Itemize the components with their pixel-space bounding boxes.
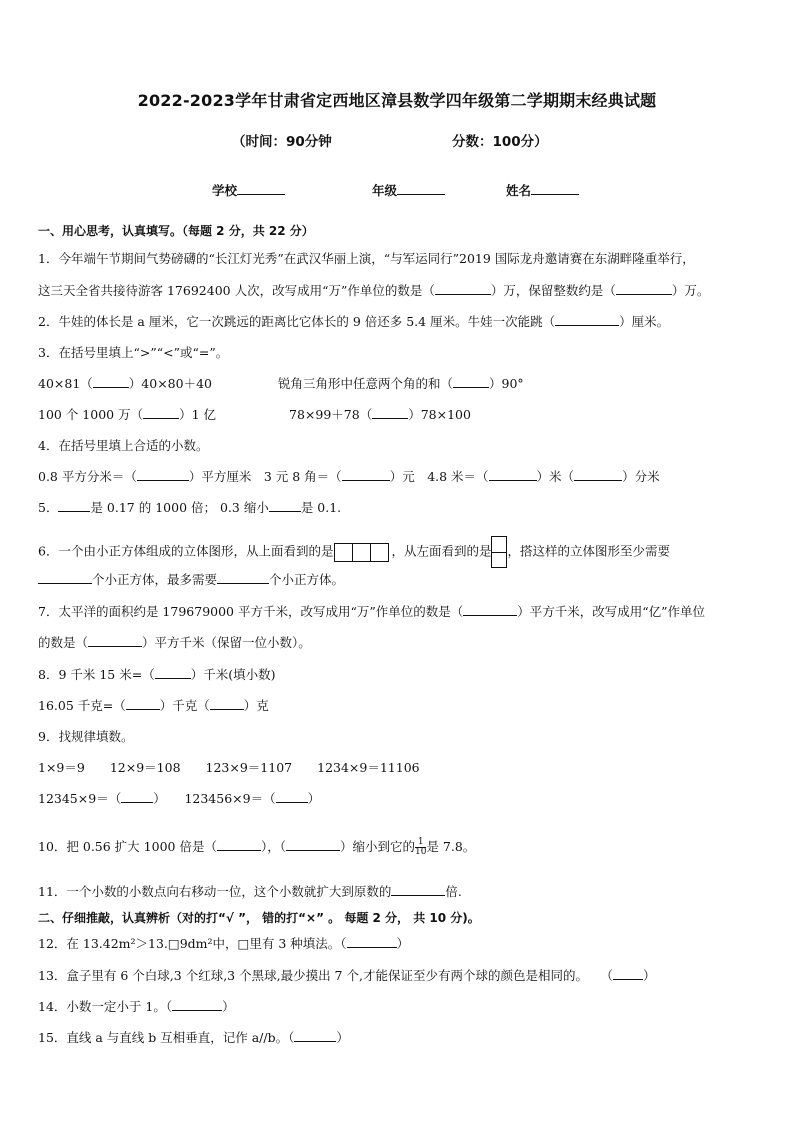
name-blank[interactable] bbox=[531, 182, 579, 195]
q3-r1b-text-1: 锐角三角形中任意两个角的和（ bbox=[278, 376, 454, 391]
q15-text-1: 15．直线 a 与直线 b 互相垂直，记作 a//b。（ bbox=[38, 1030, 295, 1045]
q3-r1b-blank[interactable] bbox=[453, 376, 489, 388]
grade-blank[interactable] bbox=[397, 182, 445, 195]
q8-text-1: 8．9 千米 15 米=（ bbox=[38, 667, 155, 682]
q7-text-2: ）平方千米，改写成用“亿”作单位 bbox=[517, 604, 706, 619]
q1-text-2: ）万，保留整数约是（ bbox=[490, 283, 616, 298]
q5-blank-1[interactable] bbox=[58, 500, 90, 512]
q5-blank-2[interactable] bbox=[269, 500, 301, 512]
q3-r1a-text-2: ）40×80＋40 bbox=[128, 376, 212, 391]
q4-text-3: ）元 4.8 米＝（ bbox=[389, 469, 489, 484]
question-9-answers bbox=[38, 791, 320, 807]
q3-r2a-blank[interactable] bbox=[143, 407, 179, 419]
q3-r1a-text-1: 40×81（ bbox=[38, 376, 93, 391]
school-blank[interactable] bbox=[237, 182, 285, 195]
q3-r2b-text-1: 78×99＋78（ bbox=[289, 407, 373, 422]
top-view-square bbox=[334, 543, 353, 562]
q8-blank-1[interactable] bbox=[155, 667, 191, 679]
q6-text-1: 6．一个由小正方体组成的立体图形，从上面看到的是 bbox=[38, 543, 334, 559]
question-11 bbox=[38, 884, 462, 900]
q4-blank-2[interactable] bbox=[342, 469, 390, 481]
top-view-square bbox=[352, 543, 371, 562]
q4-text-5: ）分米 bbox=[622, 469, 660, 484]
question-14 bbox=[38, 999, 235, 1015]
question-10 bbox=[38, 837, 475, 857]
q3-r1b-text-2: ）90° bbox=[489, 376, 524, 391]
section-2-heading: 二、仔细推敲，认真辨析（对的打“√ ”， 错的打“×” 。 每题 2 分， 共 10 分)。 bbox=[38, 911, 480, 925]
q4-text-1: 0.8 平方分米＝（ bbox=[38, 469, 137, 484]
q9-text-1: 12345×9＝（ bbox=[38, 791, 122, 806]
q2-text-1: 2．牛娃的体长是 a 厘米，它一次跳远的距离比它体长的 9 倍还多 5.4 厘米。牛娃一次能跳（ bbox=[38, 314, 556, 329]
question-12 bbox=[38, 936, 409, 952]
q8-text-2: ）千米(填小数) bbox=[190, 667, 276, 682]
q5-text-2: 是 0.17 的 1000 倍； 0.3 缩小 bbox=[90, 500, 269, 515]
question-4-row bbox=[38, 469, 660, 485]
q9-text-3: ） bbox=[307, 791, 321, 806]
score-label: 分数：100分） bbox=[452, 134, 548, 150]
q10-blank-1[interactable] bbox=[217, 839, 261, 851]
question-1-line-1: 1．今年端午节期间气势磅礴的“长江灯光秀”在武汉华丽上演，“与军运同行”2019 国际龙舟邀请赛在东湖畔隆重举行， bbox=[38, 251, 695, 266]
q10-text-2: ），（ bbox=[260, 839, 286, 854]
q1-text-1: 这三天全省共接待游客 17692400 人次，改写成用“万”作单位的数是（ bbox=[38, 283, 435, 298]
name-field bbox=[506, 181, 579, 199]
grade-label: 年级 bbox=[372, 183, 398, 198]
q3-r1a-blank[interactable] bbox=[93, 376, 129, 388]
q2-blank[interactable] bbox=[555, 314, 619, 326]
q10-blank-2[interactable] bbox=[286, 839, 340, 851]
q8-text-5: ）克 bbox=[243, 698, 269, 713]
q9-text-2: ） 123456×9＝（ bbox=[153, 791, 276, 806]
q11-blank[interactable] bbox=[391, 884, 445, 896]
q8-blank-2[interactable] bbox=[126, 698, 160, 710]
page-title: 2022-2023学年甘肃省定西地区漳县数学四年级第二学期期末经典试题 bbox=[137, 91, 657, 110]
one-tenth-fraction bbox=[415, 838, 426, 857]
fraction-numerator: 1 bbox=[415, 838, 426, 848]
q7-blank-1[interactable] bbox=[463, 604, 517, 616]
question-7-line-2 bbox=[38, 635, 311, 651]
q12-blank[interactable] bbox=[347, 936, 397, 948]
question-8-line-1 bbox=[38, 667, 275, 683]
q15-blank[interactable] bbox=[294, 1030, 336, 1042]
q4-text-4: ）米（ bbox=[536, 469, 575, 484]
question-15 bbox=[38, 1030, 349, 1046]
q7-text-1: 7．太平洋的面积约是 179679000 平方千米，改写成用“万”作单位的数是（ bbox=[38, 604, 464, 619]
q1-text-3: ）万。 bbox=[671, 283, 710, 298]
q12-text-2: ） bbox=[396, 936, 410, 951]
q3-r2b-blank[interactable] bbox=[372, 407, 408, 419]
section-1-heading: 一、用心思考，认真填写。（每题 2 分，共 22 分） bbox=[38, 224, 314, 238]
name-label: 姓名 bbox=[506, 183, 532, 198]
question-9: 9．找规律填数。 bbox=[38, 729, 134, 744]
q3-r2b-text-2: ）78×100 bbox=[408, 407, 471, 422]
top-view-figure bbox=[335, 542, 389, 562]
q7-text-4: ）平方千米（保留一位小数）。 bbox=[142, 635, 311, 650]
question-4: 4．在括号里填上合适的小数。 bbox=[38, 438, 209, 453]
question-2 bbox=[38, 314, 669, 330]
question-6-line-1 bbox=[38, 536, 670, 568]
q10-text-1: 10．把 0.56 扩大 1000 倍是（ bbox=[38, 839, 217, 854]
q14-text-1: 14．小数一定小于 1。（ bbox=[38, 999, 173, 1014]
q9-blank-1[interactable] bbox=[121, 791, 153, 803]
q6-blank-2[interactable] bbox=[217, 572, 269, 584]
q7-blank-2[interactable] bbox=[88, 635, 142, 647]
q9-blank-2[interactable] bbox=[276, 791, 308, 803]
q11-text-1: 11．一个小数的小数点向右移动一位，这个小数就扩大到原数的 bbox=[38, 884, 392, 899]
q2-text-2: ）厘米。 bbox=[619, 314, 670, 329]
question-5 bbox=[38, 500, 341, 516]
q4-text-2: ）平方厘米 3 元 8 角＝（ bbox=[188, 469, 342, 484]
question-3-row-2b bbox=[289, 407, 471, 423]
q12-text-1: 12．在 13.42m²＞13.□9dm²中，□里有 3 种填法。（ bbox=[38, 936, 347, 951]
time-label: （时间：90分钟 bbox=[232, 134, 332, 150]
q8-text-4: ）千克（ bbox=[159, 698, 210, 713]
q10-text-3: ）缩小到它的 bbox=[339, 839, 415, 854]
question-3: 3．在括号里填上“>”“<”或“=”。 bbox=[38, 345, 229, 360]
question-13 bbox=[38, 968, 655, 984]
question-6-line-2 bbox=[38, 572, 344, 588]
q11-text-2: 倍. bbox=[445, 884, 462, 899]
left-view-figure bbox=[491, 536, 507, 568]
q6-text-4: 个小正方体，最多需要 bbox=[92, 572, 218, 587]
q3-r2a-text-1: 100 个 1000 万（ bbox=[38, 407, 144, 422]
q5-text-3: 是 0.1. bbox=[300, 500, 342, 515]
q13-text-1: 13．盒子里有 6 个白球,3 个红球,3 个黑球,最少摸出 7 个,才能保证至少有两个球的颜色是相同的。 （ bbox=[38, 968, 613, 983]
top-view-square bbox=[370, 543, 389, 562]
q5-text-1: 5． bbox=[38, 500, 59, 515]
grade-field bbox=[372, 181, 445, 199]
q6-text-3: ，搭这样的立体图形至少需要 bbox=[507, 543, 670, 559]
q1-blank-1[interactable] bbox=[435, 283, 491, 295]
school-label: 学校 bbox=[212, 183, 238, 198]
q15-text-2: ） bbox=[336, 1030, 349, 1045]
q4-blank-3[interactable] bbox=[489, 469, 537, 481]
question-9-pattern: 1×9＝9 12×9＝108 123×9＝1107 1234×9＝11106 bbox=[38, 760, 420, 775]
q6-text-5: 个小正方体。 bbox=[269, 572, 345, 587]
q14-blank[interactable] bbox=[172, 999, 222, 1011]
q14-text-2: ） bbox=[222, 999, 235, 1014]
question-8-line-2 bbox=[38, 698, 269, 714]
q10-text-4: 是 7.8。 bbox=[426, 839, 476, 854]
question-3-row-1b bbox=[278, 376, 524, 392]
question-3-row-1a bbox=[38, 376, 212, 392]
school-field bbox=[212, 181, 285, 199]
q8-text-3: 16.05 千克=（ bbox=[38, 698, 126, 713]
q4-blank-4[interactable] bbox=[574, 469, 622, 481]
q6-text-2: ，从左面看到的是 bbox=[391, 543, 492, 559]
q3-r2a-text-2: ）1 亿 bbox=[179, 407, 217, 422]
q13-blank[interactable] bbox=[613, 968, 643, 980]
q4-blank-1[interactable] bbox=[137, 469, 189, 481]
question-7-line-1 bbox=[38, 604, 705, 620]
question-1-line-2 bbox=[38, 283, 709, 299]
question-3-row-2a bbox=[38, 407, 216, 423]
fraction-denominator: 10 bbox=[414, 847, 427, 857]
q6-blank-1[interactable] bbox=[38, 572, 92, 584]
q1-blank-2[interactable] bbox=[616, 283, 672, 295]
q13-text-2: ） bbox=[642, 968, 656, 983]
q7-text-3: 的数是（ bbox=[38, 635, 89, 650]
q8-blank-3[interactable] bbox=[210, 698, 244, 710]
